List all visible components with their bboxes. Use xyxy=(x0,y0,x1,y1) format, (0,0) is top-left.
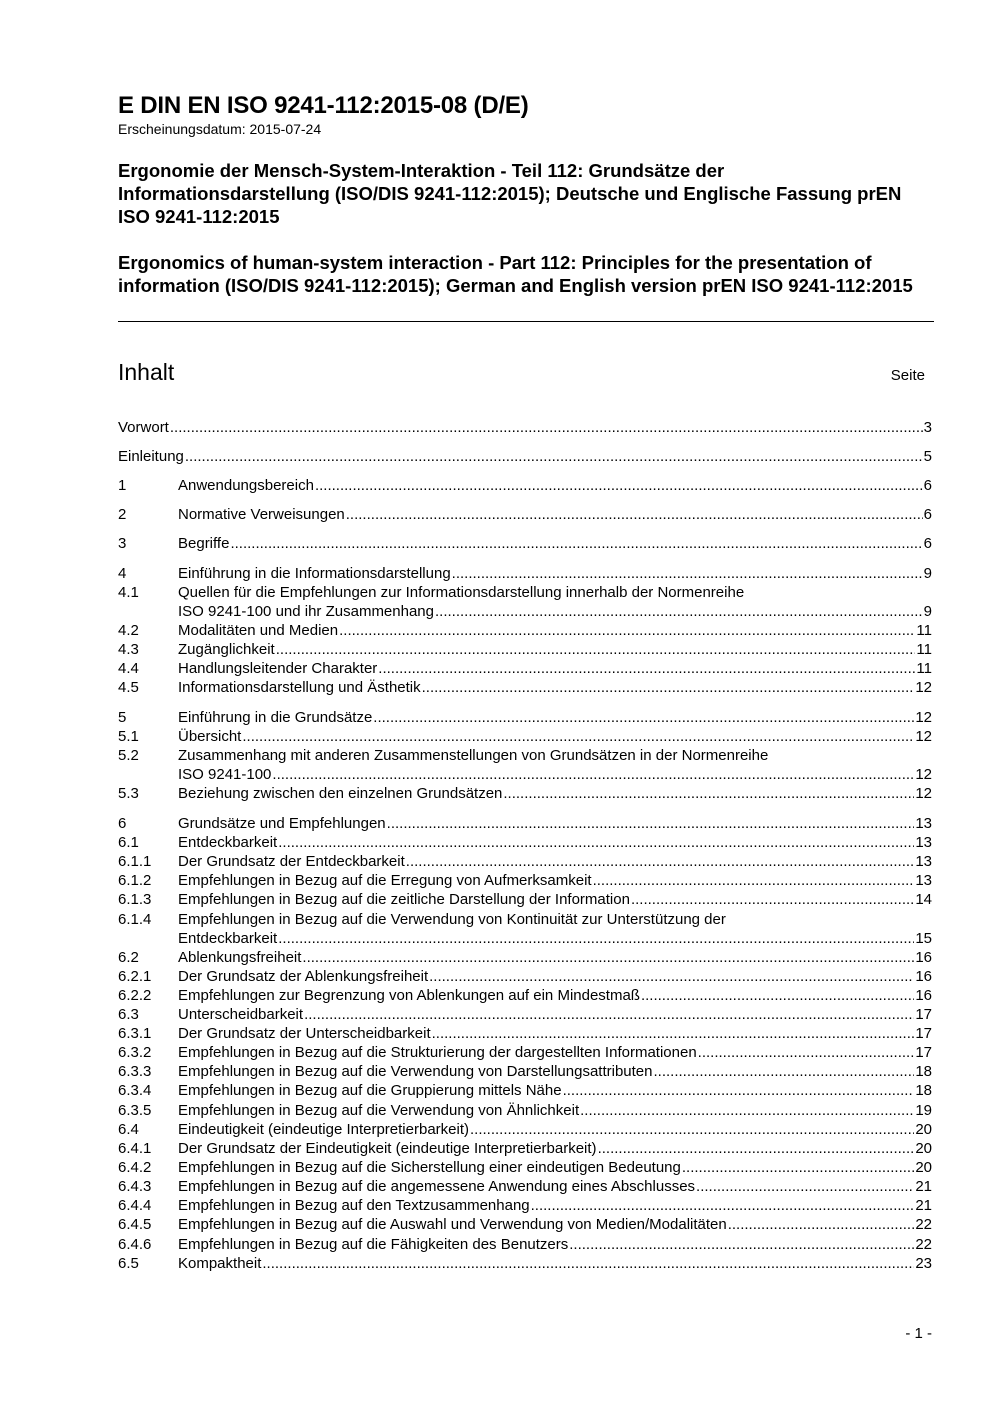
toc-dot-leader xyxy=(503,784,914,803)
toc-entry-number: 6.4.1 xyxy=(118,1140,152,1157)
toc-entry-number: 6.2.2 xyxy=(118,987,152,1004)
toc-entry-row xyxy=(178,871,932,890)
toc-entry-number: 6.5 xyxy=(118,1255,139,1272)
toc-dot-leader xyxy=(276,640,916,659)
toc-entry-title: Begriffe xyxy=(178,535,230,552)
toc-entry-row xyxy=(178,659,932,678)
toc-entry-row xyxy=(178,833,932,852)
toc-entry[interactable] xyxy=(118,852,932,871)
toc-dot-leader xyxy=(728,1215,915,1234)
toc-entry-page: 18 xyxy=(915,1082,932,1099)
document-id: E DIN EN ISO 9241-112:2015-08 (D/E) xyxy=(118,92,529,119)
toc-entry-number: 5.3 xyxy=(118,785,139,802)
toc-dot-leader xyxy=(422,678,915,697)
toc-entry-number: 3 xyxy=(118,535,127,552)
toc-entry-number: 6.1.4 xyxy=(118,911,152,928)
toc-dot-leader xyxy=(230,534,922,553)
toc-entry-title: Kompaktheit xyxy=(178,1255,262,1272)
toc-entry[interactable] xyxy=(118,967,932,986)
toc-entry-row xyxy=(178,1235,932,1254)
toc-entry-page: 20 xyxy=(915,1159,932,1176)
toc-entry[interactable] xyxy=(118,1120,932,1139)
toc-entry-row xyxy=(178,1024,932,1043)
toc-dot-leader xyxy=(373,708,914,727)
toc-entry[interactable] xyxy=(118,1062,932,1081)
toc-dot-leader xyxy=(429,967,914,986)
toc-entry-row xyxy=(178,1196,932,1215)
toc-entry-page: 11 xyxy=(916,622,932,639)
toc-heading: Inhalt xyxy=(118,359,175,385)
toc-entry-row xyxy=(178,967,932,986)
publication-date: Erscheinungsdatum: 2015-07-24 xyxy=(118,121,322,137)
toc-entry-page: 12 xyxy=(915,766,932,783)
toc-entry-page: 3 xyxy=(923,419,932,436)
toc-dot-leader xyxy=(580,1101,914,1120)
toc-entry-number: 4.5 xyxy=(118,679,139,696)
toc-entry-title: Empfehlungen in Bezug auf die angemessene Anwendung eines Abschlusses xyxy=(178,1178,696,1195)
toc-entry-page: 17 xyxy=(915,1006,932,1023)
toc-entry-title: Modalitäten und Medien xyxy=(178,622,339,639)
toc-entry-page: 12 xyxy=(915,679,932,696)
toc-entry-page: 15 xyxy=(915,930,932,947)
toc-entry-title: Übersicht xyxy=(178,728,242,745)
toc-entry-page: 19 xyxy=(915,1102,932,1119)
toc-entry-number: 6.3.2 xyxy=(118,1044,152,1061)
toc-entry-page: 14 xyxy=(915,891,932,908)
toc-entry-page: 13 xyxy=(915,872,932,889)
toc-entry-row xyxy=(178,1043,932,1062)
toc-entry-first-line xyxy=(118,583,932,602)
toc-entry[interactable] xyxy=(118,476,932,495)
toc-entry[interactable] xyxy=(118,1005,932,1024)
toc-entry-page: 16 xyxy=(915,949,932,966)
toc-entry-row xyxy=(178,1215,932,1234)
toc-entry-page: 12 xyxy=(915,709,932,726)
page-number: - 1 - xyxy=(905,1325,932,1342)
toc-entry-number: 5.2 xyxy=(118,747,139,764)
toc-entry-row xyxy=(178,852,932,871)
toc-dot-leader xyxy=(272,765,914,784)
toc-entry-row xyxy=(178,534,932,553)
toc-dot-leader xyxy=(682,1158,914,1177)
toc-entry-page: 20 xyxy=(915,1140,932,1157)
toc-dot-leader xyxy=(698,1043,915,1062)
toc-entry[interactable] xyxy=(118,833,932,852)
toc-entry-title-line1: Quellen für die Empfehlungen zur Informationsdarstellung innerhalb der Normenreihe xyxy=(178,584,745,601)
toc-entry-number: 4.2 xyxy=(118,622,139,639)
toc-dot-leader xyxy=(339,621,915,640)
toc-entry[interactable] xyxy=(118,871,932,890)
toc-entry[interactable] xyxy=(118,1215,932,1234)
toc-entry-page: 23 xyxy=(915,1255,932,1272)
toc-entry-page: 6 xyxy=(923,535,932,552)
toc-entry-title: Empfehlungen in Bezug auf die Auswahl und Verwendung von Medien/Modalitäten xyxy=(178,1216,727,1233)
toc-dot-leader xyxy=(563,1081,915,1100)
toc-dot-leader xyxy=(470,1120,914,1139)
toc-entry[interactable] xyxy=(118,659,932,678)
title-german: Ergonomie der Mensch-System-Interaktion - Teil 112: Grundsätze der Informationsdarstellung (ISO/DIS 9241-112:2015); Deutsche und Englische Fassung prEN ISO 9241-112:2015 xyxy=(118,160,902,227)
toc-entry[interactable] xyxy=(118,1254,932,1273)
toc-entry[interactable] xyxy=(118,418,932,437)
toc-entry-number: 6.4.4 xyxy=(118,1197,152,1214)
toc-entry-number: 6.2 xyxy=(118,949,139,966)
toc-entry-title-line1: Empfehlungen in Bezug auf die Verwendung von Kontinuität zur Unterstützung der xyxy=(178,911,726,928)
toc-entry-title: Empfehlungen in Bezug auf die Gruppierung mittels Nähe xyxy=(178,1082,562,1099)
toc-entry-row xyxy=(178,727,932,746)
toc-entry-title: Unterscheidbarkeit xyxy=(178,1006,304,1023)
toc-entry-number: 6.4.6 xyxy=(118,1236,152,1253)
toc-entry-page: 17 xyxy=(915,1025,932,1042)
toc-entry-number: 6.4.3 xyxy=(118,1178,152,1195)
toc-dot-leader xyxy=(278,833,914,852)
toc-entry-title: Der Grundsatz der Eindeutigkeit (eindeutige Interpretierbarkeit) xyxy=(178,1140,597,1157)
toc-dot-leader xyxy=(406,852,915,871)
toc-entry-title: Anwendungsbereich xyxy=(178,477,314,494)
toc-entry-row xyxy=(178,1139,932,1158)
toc-entry-title: Ablenkungsfreiheit xyxy=(178,949,302,966)
toc-entry-number: 6.4.5 xyxy=(118,1216,152,1233)
toc-entry[interactable] xyxy=(118,948,932,967)
toc-entry-row xyxy=(178,708,932,727)
toc-entry-page: 18 xyxy=(915,1063,932,1080)
toc-entry-title: Einführung in die Grundsätze xyxy=(178,709,373,726)
toc-entry[interactable] xyxy=(118,1139,932,1158)
toc-entry-title: Empfehlungen in Bezug auf die Erregung von Aufmerksamkeit xyxy=(178,872,592,889)
toc-entry-number: 4 xyxy=(118,565,127,582)
toc-entry-title: Grundsätze und Empfehlungen xyxy=(178,815,386,832)
toc-entry-row xyxy=(178,1120,932,1139)
toc-entry-row xyxy=(178,1005,932,1024)
toc-entry-number: 4.4 xyxy=(118,660,139,677)
toc-entry-title-line1: Zusammenhang mit anderen Zusammenstellungen von Grundsätzen in der Normenreihe xyxy=(178,747,769,764)
toc-entry-title: Der Grundsatz der Unterscheidbarkeit xyxy=(178,1025,431,1042)
toc-entry-title: Normative Verweisungen xyxy=(178,506,345,523)
toc-entry-page: 16 xyxy=(915,968,932,985)
toc-entry-row xyxy=(178,640,932,659)
toc-entry-first-line xyxy=(118,910,932,929)
toc-entry-title: Empfehlungen zur Begrenzung von Ablenkungen auf ein Mindestmaß xyxy=(178,987,640,1004)
toc-entry-number: 6.4 xyxy=(118,1121,139,1138)
toc-entry-number: 6.2.1 xyxy=(118,968,152,985)
toc-entry[interactable] xyxy=(118,1043,932,1062)
toc-entry-title: Empfehlungen in Bezug auf die Fähigkeiten des Benutzers xyxy=(178,1236,569,1253)
toc-entry-page: 6 xyxy=(923,506,932,523)
toc-dot-leader xyxy=(302,948,914,967)
toc-entry[interactable] xyxy=(118,1158,932,1177)
toc-entry-row xyxy=(178,1177,932,1196)
toc-entry-page: 13 xyxy=(915,853,932,870)
toc-entry-page: 12 xyxy=(915,728,932,745)
toc-entry-row xyxy=(178,602,932,621)
toc-dot-leader xyxy=(654,1062,915,1081)
toc-entry-title: Empfehlungen in Bezug auf die Verwendung von Darstellungsattributen xyxy=(178,1063,653,1080)
toc-entry-title: Einleitung xyxy=(118,448,184,465)
toc-entry[interactable] xyxy=(118,678,932,697)
toc-entry-title: ISO 9241-100 xyxy=(178,766,272,783)
toc-entry-number: 6 xyxy=(118,815,127,832)
toc-entry-title: Empfehlungen in Bezug auf die zeitliche Darstellung der Information xyxy=(178,891,630,908)
toc-dot-leader xyxy=(278,929,914,948)
toc-entry-number: 6.1.3 xyxy=(118,891,152,908)
toc-entry[interactable] xyxy=(118,1024,932,1043)
toc-entry-title: Empfehlungen in Bezug auf den Textzusammenhang xyxy=(178,1197,530,1214)
toc-entry-title: Der Grundsatz der Ablenkungsfreiheit xyxy=(178,968,429,985)
toc-entry-page: 16 xyxy=(915,987,932,1004)
toc-entry[interactable] xyxy=(118,534,932,553)
toc-entry-title: Empfehlungen in Bezug auf die Strukturierung der dargestellten Informationen xyxy=(178,1044,697,1061)
toc-entry-row xyxy=(178,929,932,948)
toc-entry-number: 6.1 xyxy=(118,834,139,851)
toc-entry-row xyxy=(178,1062,932,1081)
toc-entry[interactable] xyxy=(118,564,932,583)
toc-entry-row xyxy=(178,621,932,640)
toc-entry[interactable] xyxy=(118,814,932,833)
toc-entry[interactable] xyxy=(118,621,932,640)
toc-entry-page: 21 xyxy=(915,1197,932,1214)
toc-dot-leader xyxy=(185,447,923,466)
toc-entry[interactable] xyxy=(118,986,932,1005)
toc-entry-number: 5.1 xyxy=(118,728,139,745)
toc-entry-row xyxy=(178,505,932,524)
toc-dot-leader xyxy=(170,418,923,437)
toc-entry-page: 12 xyxy=(915,785,932,802)
toc-dot-leader xyxy=(631,890,914,909)
toc-entry-first-line xyxy=(118,746,932,765)
toc-entry[interactable] xyxy=(118,447,932,466)
toc-dot-leader xyxy=(435,602,923,621)
toc-entry-title: Entdeckbarkeit xyxy=(178,930,278,947)
toc-entry[interactable] xyxy=(118,640,932,659)
toc-entry-title: ISO 9241-100 und ihr Zusammenhang xyxy=(178,603,434,620)
toc-dot-leader xyxy=(569,1235,914,1254)
toc-entry-number: 6.4.2 xyxy=(118,1159,152,1176)
toc-entry-title: Handlungsleitender Charakter xyxy=(178,660,378,677)
toc-dot-leader xyxy=(432,1024,915,1043)
toc-entry-page: 17 xyxy=(915,1044,932,1061)
toc-entry-number: 6.3.5 xyxy=(118,1102,152,1119)
toc-entry-number: 6.3.1 xyxy=(118,1025,152,1042)
toc-entry-page: 11 xyxy=(916,660,932,677)
toc-entry-number: 6.1.2 xyxy=(118,872,152,889)
toc-entry-page: 9 xyxy=(923,565,932,582)
toc-entry-title: Beziehung zwischen den einzelnen Grundsätzen xyxy=(178,785,503,802)
toc-entry-row xyxy=(178,476,932,495)
toc-entry-page: 13 xyxy=(915,815,932,832)
toc-entry-title: Empfehlungen in Bezug auf die Verwendung von Ähnlichkeit xyxy=(178,1102,580,1119)
toc-dot-leader xyxy=(696,1177,914,1196)
toc-entry-number: 2 xyxy=(118,506,127,523)
toc-entry-row xyxy=(178,814,932,833)
toc-entry-number: 6.3.4 xyxy=(118,1082,152,1099)
title-english: Ergonomics of human-system interaction - Part 112: Principles for the presentation of information (ISO/DIS 9241-112:2015); German and English version prEN ISO 9241-112:2015 xyxy=(118,252,913,296)
toc-entry[interactable] xyxy=(118,1101,932,1120)
toc-entry[interactable] xyxy=(118,1081,932,1100)
toc-entry-page: 20 xyxy=(915,1121,932,1138)
toc-dot-leader xyxy=(593,871,915,890)
toc-entry-title: Empfehlungen in Bezug auf die Sicherstellung einer eindeutigen Bedeutung xyxy=(178,1159,681,1176)
toc-entry-row xyxy=(118,418,932,437)
toc-entry-page: 22 xyxy=(915,1216,932,1233)
toc-entry-number: 6.3 xyxy=(118,1006,139,1023)
toc-dot-leader xyxy=(531,1196,915,1215)
toc-dot-leader xyxy=(378,659,915,678)
toc-entry-title: Entdeckbarkeit xyxy=(178,834,278,851)
toc-entry-page: 11 xyxy=(916,641,932,658)
toc-entry-page: 22 xyxy=(915,1236,932,1253)
toc-entry-row xyxy=(118,447,932,466)
toc-entry-number: 4.3 xyxy=(118,641,139,658)
toc-entry[interactable] xyxy=(118,505,932,524)
toc-entry[interactable] xyxy=(118,784,932,803)
toc-entry-row xyxy=(178,1101,932,1120)
toc-page-column-heading: Seite xyxy=(890,367,925,384)
toc-entry[interactable] xyxy=(118,1177,932,1196)
toc-dot-leader xyxy=(315,476,923,495)
toc-entry-number: 6.1.1 xyxy=(118,853,152,870)
toc-entry-page: 21 xyxy=(915,1178,932,1195)
table-of-contents xyxy=(118,0,932,1403)
toc-dot-leader xyxy=(641,986,914,1005)
toc-dot-leader xyxy=(346,505,923,524)
toc-dot-leader xyxy=(304,1005,914,1024)
toc-entry[interactable] xyxy=(118,929,932,948)
toc-entry-title: Der Grundsatz der Entdeckbarkeit xyxy=(178,853,405,870)
toc-entry-number: 6.3.3 xyxy=(118,1063,152,1080)
toc-entry-title: Eindeutigkeit (eindeutige Interpretierbarkeit) xyxy=(178,1121,469,1138)
toc-entry[interactable] xyxy=(118,890,932,909)
toc-entry-page: 13 xyxy=(915,834,932,851)
toc-entry[interactable] xyxy=(118,765,932,784)
toc-entry[interactable] xyxy=(118,708,932,727)
toc-entry-row xyxy=(178,1254,932,1273)
toc-entry-title: Vorwort xyxy=(118,419,169,436)
toc-entry-row xyxy=(178,1158,932,1177)
toc-dot-leader xyxy=(387,814,915,833)
toc-entry-page: 9 xyxy=(923,603,932,620)
toc-entry-row xyxy=(178,678,932,697)
toc-entry-number: 1 xyxy=(118,477,127,494)
toc-dot-leader xyxy=(242,727,914,746)
toc-dot-leader xyxy=(262,1254,914,1273)
toc-entry-row xyxy=(178,890,932,909)
toc-entry-row xyxy=(178,1081,932,1100)
toc-entry-title: Einführung in die Informationsdarstellung xyxy=(178,565,451,582)
toc-entry-title: Informationsdarstellung und Ästhetik xyxy=(178,679,421,696)
toc-entry-page: 6 xyxy=(923,477,932,494)
toc-dot-leader xyxy=(598,1139,915,1158)
toc-entry-number: 5 xyxy=(118,709,127,726)
toc-entry-title: Zugänglichkeit xyxy=(178,641,275,658)
toc-entry-number: 4.1 xyxy=(118,584,139,601)
toc-entry-row xyxy=(178,948,932,967)
toc-entry-row xyxy=(178,564,932,583)
toc-entry[interactable] xyxy=(118,1196,932,1215)
toc-entry-row xyxy=(178,765,932,784)
toc-entry-row xyxy=(178,986,932,1005)
toc-entry[interactable] xyxy=(118,727,932,746)
toc-entry[interactable] xyxy=(118,602,932,621)
toc-entry-row xyxy=(178,784,932,803)
toc-entry[interactable] xyxy=(118,1235,932,1254)
toc-entry-page: 5 xyxy=(923,448,932,465)
toc-dot-leader xyxy=(452,564,923,583)
